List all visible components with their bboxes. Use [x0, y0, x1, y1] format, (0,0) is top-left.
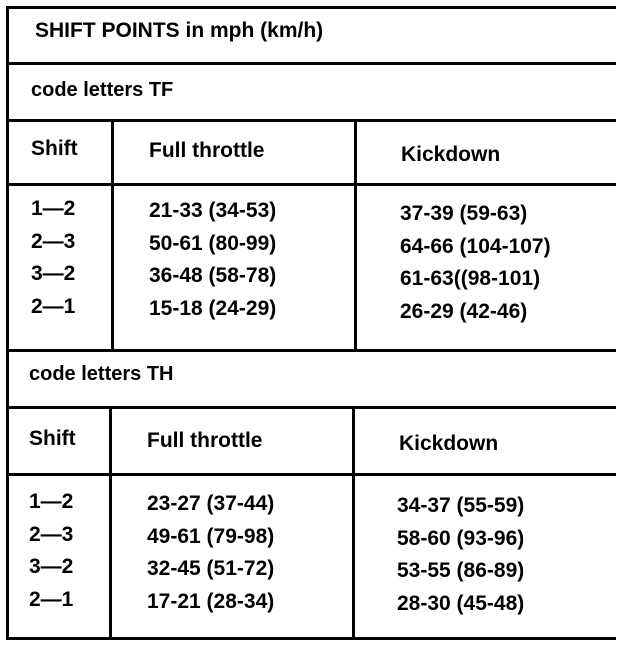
table-cell: 3—2 — [31, 262, 76, 285]
divider — [9, 473, 616, 476]
table-cell: 3—2 — [29, 555, 74, 578]
shift-column-th — [29, 486, 73, 616]
header-full-throttle: Full throttle — [147, 429, 263, 452]
column-divider — [111, 119, 114, 352]
table-cell: 17-21 (28-34) — [147, 589, 275, 613]
shift-points-table — [6, 6, 616, 640]
table-cell: 26-29 (42-46) — [400, 299, 528, 323]
table-cell: 15-18 (24-29) — [149, 296, 277, 320]
header-kickdown: Kickdown — [399, 432, 499, 455]
table-cell: 1—2 — [31, 197, 76, 220]
divider — [9, 119, 616, 122]
table-cell: 49-61 (79-98) — [147, 524, 275, 548]
table-cell: 21-33 (34-53) — [149, 199, 277, 222]
divider — [9, 62, 616, 65]
header-shift: Shift — [31, 137, 78, 160]
header-kickdown: Kickdown — [401, 143, 501, 166]
table-cell: 1—2 — [29, 490, 74, 513]
kickdown-column-th — [397, 490, 524, 620]
table-cell: 64-66 (104-107) — [400, 234, 551, 258]
table-cell: 2—3 — [29, 522, 74, 546]
full-throttle-column-tf — [149, 195, 276, 325]
table-cell: 61-63((98-101) — [400, 267, 541, 290]
table-cell: 2—1 — [31, 294, 76, 318]
table-cell: 2—3 — [31, 229, 76, 253]
table-cell: 23-27 (37-44) — [147, 492, 275, 515]
divider — [9, 349, 616, 352]
table-cell: 34-37 (55-59) — [397, 494, 525, 517]
header-shift: Shift — [29, 427, 76, 450]
table-cell: 53-55 (86-89) — [397, 559, 525, 582]
table-cell: 36-48 (58-78) — [149, 264, 277, 287]
table-cell: 28-30 (45-48) — [397, 591, 525, 615]
column-divider — [109, 406, 112, 640]
column-divider — [352, 406, 355, 640]
full-throttle-column-th — [147, 488, 274, 618]
column-divider — [354, 119, 357, 352]
code-letters-th: code letters TH — [29, 363, 174, 385]
code-letters-tf: code letters TF — [31, 79, 174, 101]
table-title: SHIFT POINTS in mph (km/h) — [35, 19, 324, 42]
shift-column-tf — [31, 193, 75, 323]
table-cell: 2—1 — [29, 587, 74, 611]
divider — [9, 183, 616, 186]
table-cell: 32-45 (51-72) — [147, 557, 275, 580]
header-full-throttle: Full throttle — [149, 139, 265, 162]
kickdown-column-tf — [400, 198, 551, 328]
table-cell: 58-60 (93-96) — [397, 526, 525, 550]
divider — [9, 406, 616, 409]
table-cell: 50-61 (80-99) — [149, 231, 277, 255]
table-cell: 37-39 (59-63) — [400, 202, 528, 225]
